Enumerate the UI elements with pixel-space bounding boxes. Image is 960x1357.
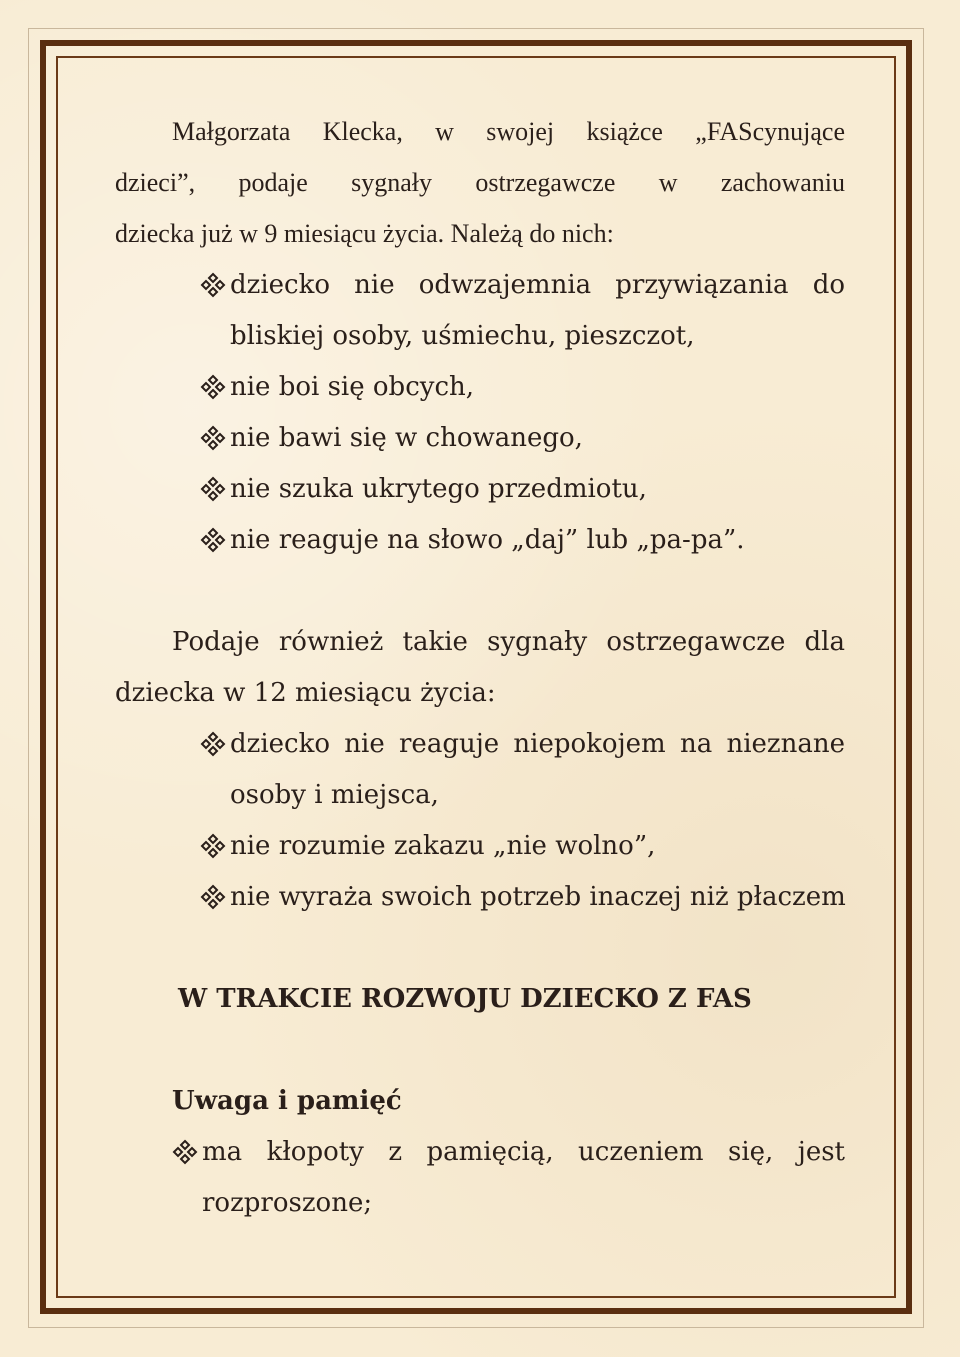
diamond-bullet-icon	[200, 260, 226, 311]
list-item	[200, 515, 745, 566]
corner-ornament	[46, 1308, 72, 1314]
diamond-bullet-icon	[200, 362, 226, 413]
section-heading: W TRAKCIE ROZWOJU DZIECKO Z FAS	[178, 984, 752, 1014]
list-item	[200, 464, 647, 515]
intro-paragraph	[115, 106, 845, 259]
list-item-text: nie reaguje na słowo „daj” lub „pa-pa”.	[230, 525, 745, 555]
list-item-text: bliskiej osoby, uśmiechu, pieszczot,	[230, 321, 695, 351]
diamond-bullet-icon	[172, 1127, 198, 1178]
paragraph-line: dziecka w 12 miesiącu życia:	[115, 678, 496, 708]
paragraph-line: dzieci”, podaje sygnały ostrzegawcze w zachowaniu	[115, 168, 845, 197]
diamond-bullet-icon	[200, 515, 226, 566]
list-item	[200, 821, 655, 872]
diamond-bullet-icon	[200, 821, 226, 872]
list-item-text: rozproszone;	[202, 1188, 373, 1218]
list-item-text: nie szuka ukrytego przedmiotu,	[230, 474, 647, 504]
list-item	[200, 362, 474, 413]
corner-ornament	[46, 40, 72, 46]
list-item-text: dziecko nie reaguje niepokojem na nieznane	[230, 729, 845, 759]
diamond-bullet-icon	[200, 464, 226, 515]
subsection-heading: Uwaga i pamięć	[172, 1086, 402, 1116]
paragraph-line: Podaje również takie sygnały ostrzegawcze dla	[172, 627, 845, 657]
corner-ornament	[40, 1286, 46, 1312]
list-item-text: nie bawi się w chowanego,	[230, 423, 583, 453]
corner-ornament	[906, 1286, 912, 1312]
list-item-text: osoby i miejsca,	[230, 780, 439, 810]
paragraph-line: dziecka już w 9 miesiącu życia. Należą do nich:	[115, 219, 614, 248]
corner-ornament	[906, 46, 912, 72]
warning-paragraph	[115, 617, 845, 719]
paragraph-line: Małgorzata Klecka, w swojej książce „FAScynujące	[172, 117, 845, 146]
diamond-bullet-icon	[200, 872, 226, 923]
diamond-bullet-icon	[200, 719, 226, 770]
list-item	[200, 872, 846, 923]
list-item	[200, 719, 845, 821]
list-item-text: nie boi się obcych,	[230, 372, 475, 402]
list-item-text: ma kłopoty z pamięcią, uczeniem się, jest	[202, 1137, 845, 1167]
list-item	[200, 413, 583, 464]
list-item-text: nie wyraża swoich potrzeb inaczej niż płaczem	[230, 882, 846, 912]
list-item	[200, 260, 845, 362]
diamond-bullet-icon	[200, 413, 226, 464]
list-item-text: nie rozumie zakazu „nie wolno”,	[230, 831, 656, 861]
list-item-text: dziecko nie odwzajemnia przywiązania do	[230, 270, 845, 300]
corner-ornament	[40, 46, 46, 72]
list-item	[172, 1127, 845, 1229]
